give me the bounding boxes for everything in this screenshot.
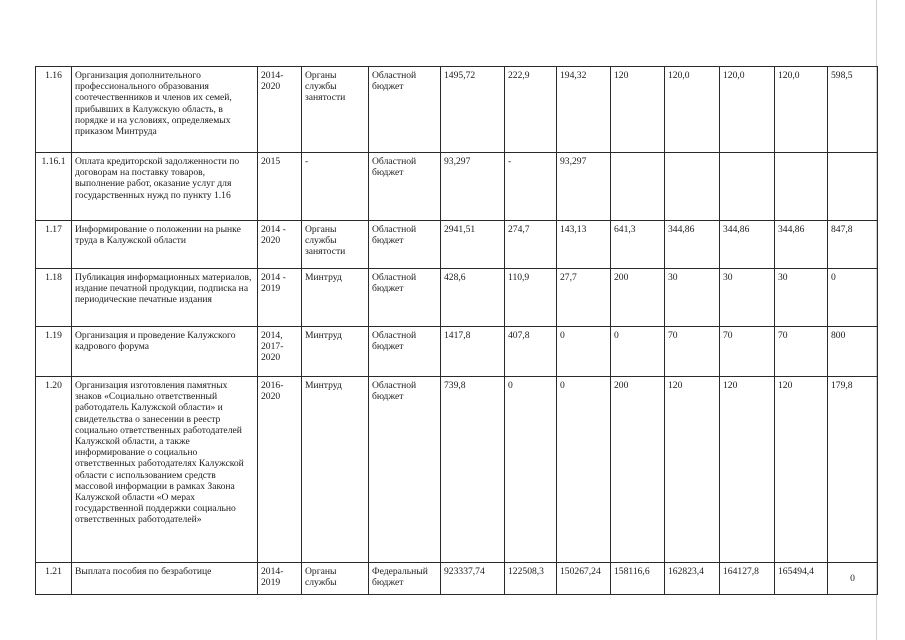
year-6-amount: 30 (775, 269, 828, 327)
table-row (36, 221, 878, 269)
year-1-amount: 274,7 (505, 221, 557, 269)
row-number: 1.17 (36, 221, 72, 269)
funding-source: Областной бюджет (369, 327, 441, 377)
funding-source: Областной бюджет (369, 269, 441, 327)
total-amount: 1495,72 (441, 67, 505, 153)
executor: Минтруд (302, 327, 369, 377)
executor: Органы службы (302, 563, 369, 595)
row-number: 1.18 (36, 269, 72, 327)
year-1-amount: 407,8 (505, 327, 557, 377)
total-amount: 93,297 (441, 153, 505, 221)
year-4-amount: 70 (665, 327, 720, 377)
activity-name: Выплата пособия по безработице (72, 563, 258, 595)
funding-source: Областной бюджет (369, 221, 441, 269)
table-body (36, 67, 878, 595)
year-4-amount (665, 153, 720, 221)
year-5-amount: 120,0 (720, 67, 775, 153)
year-3-amount: 200 (611, 377, 665, 563)
year-1-amount: 0 (505, 377, 557, 563)
executor: - (302, 153, 369, 221)
table-row (36, 269, 878, 327)
year-7-amount: 847,8 (828, 221, 878, 269)
year-4-amount: 344,86 (665, 221, 720, 269)
table-row (36, 377, 878, 563)
year-1-amount: - (505, 153, 557, 221)
activity-name: Оплата кредиторской задолженности по договорам на поставку товаров, выполнение работ, оказание услуг для государственных нужд по пункту 1.16 (72, 153, 258, 221)
table-row (36, 563, 878, 595)
activity-name: Информирование о положении на рынке труда в Калужской области (72, 221, 258, 269)
total-amount: 923337,74 (441, 563, 505, 595)
activity-name: Организация изготовления памятных знаков «Социально ответственный работодатель Калужской области» и свидетельства о занесении в реестр социально ответственных работодателей Калужской области, а также информирование о социально ответственных работодателях Калужской области с использованием средств массовой информации в рамках Закона Калужской области «О мерах государственной поддержки социально ответственных работодателей» (72, 377, 258, 563)
activity-name: Организация дополнительного профессионального образования соотечественников и членов их семей, прибывших в Калужскую область, в порядке и на условиях, определяемых приказом Минтруда (72, 67, 258, 153)
year-6-amount (775, 153, 828, 221)
program-activities-table (35, 66, 878, 595)
year-5-amount: 344,86 (720, 221, 775, 269)
year-7-amount: 0 (828, 563, 878, 595)
executor: Минтруд (302, 269, 369, 327)
table-row (36, 153, 878, 221)
row-number: 1.16 (36, 67, 72, 153)
year-5-amount: 30 (720, 269, 775, 327)
row-number: 1.19 (36, 327, 72, 377)
activity-name: Публикация информационных материалов, издание печатной продукции, подписка на периодические печатные издания (72, 269, 258, 327)
year-3-amount: 158116,6 (611, 563, 665, 595)
period: 2014-2020 (258, 67, 302, 153)
year-1-amount: 110,9 (505, 269, 557, 327)
total-amount: 428,6 (441, 269, 505, 327)
year-6-amount: 120 (775, 377, 828, 563)
funding-source: Областной бюджет (369, 377, 441, 563)
year-4-amount: 162823,4 (665, 563, 720, 595)
year-6-amount: 120,0 (775, 67, 828, 153)
period: 2014, 2017-2020 (258, 327, 302, 377)
row-number: 1.16.1 (36, 153, 72, 221)
total-amount: 739,8 (441, 377, 505, 563)
year-5-amount: 120 (720, 377, 775, 563)
activity-name: Организация и проведение Калужского кадрового форума (72, 327, 258, 377)
funding-source: Федеральный бюджет (369, 563, 441, 595)
year-7-amount: 179,8 (828, 377, 878, 563)
period: 2014 - 2020 (258, 221, 302, 269)
row-number: 1.20 (36, 377, 72, 563)
period: 2016-2020 (258, 377, 302, 563)
year-4-amount: 120 (665, 377, 720, 563)
year-2-amount: 0 (557, 377, 611, 563)
year-2-amount: 194,32 (557, 67, 611, 153)
year-3-amount: 0 (611, 327, 665, 377)
executor: Органы службы занятости (302, 221, 369, 269)
period: 2014-2019 (258, 563, 302, 595)
year-6-amount: 165494,4 (775, 563, 828, 595)
year-3-amount: 200 (611, 269, 665, 327)
year-4-amount: 120,0 (665, 67, 720, 153)
year-3-amount: 120 (611, 67, 665, 153)
year-5-amount (720, 153, 775, 221)
year-5-amount: 164127,8 (720, 563, 775, 595)
executor: Минтруд (302, 377, 369, 563)
year-7-amount: 800 (828, 327, 878, 377)
year-2-amount: 0 (557, 327, 611, 377)
year-2-amount: 27,7 (557, 269, 611, 327)
year-4-amount: 30 (665, 269, 720, 327)
year-3-amount (611, 153, 665, 221)
year-2-amount: 150267,24 (557, 563, 611, 595)
total-amount: 2941,51 (441, 221, 505, 269)
table-row (36, 67, 878, 153)
year-1-amount: 222,9 (505, 67, 557, 153)
year-5-amount: 70 (720, 327, 775, 377)
funding-source: Областной бюджет (369, 67, 441, 153)
year-6-amount: 70 (775, 327, 828, 377)
period: 2014 - 2019 (258, 269, 302, 327)
year-7-amount: 0 (828, 269, 878, 327)
year-6-amount: 344,86 (775, 221, 828, 269)
year-3-amount: 641,3 (611, 221, 665, 269)
year-7-amount (828, 153, 878, 221)
period: 2015 (258, 153, 302, 221)
year-7-amount: 598,5 (828, 67, 878, 153)
row-number: 1.21 (36, 563, 72, 595)
funding-source: Областной бюджет (369, 153, 441, 221)
year-2-amount: 93,297 (557, 153, 611, 221)
year-2-amount: 143,13 (557, 221, 611, 269)
table-row (36, 327, 878, 377)
total-amount: 1417,8 (441, 327, 505, 377)
year-1-amount: 122508,3 (505, 563, 557, 595)
executor: Органы службы занятости (302, 67, 369, 153)
